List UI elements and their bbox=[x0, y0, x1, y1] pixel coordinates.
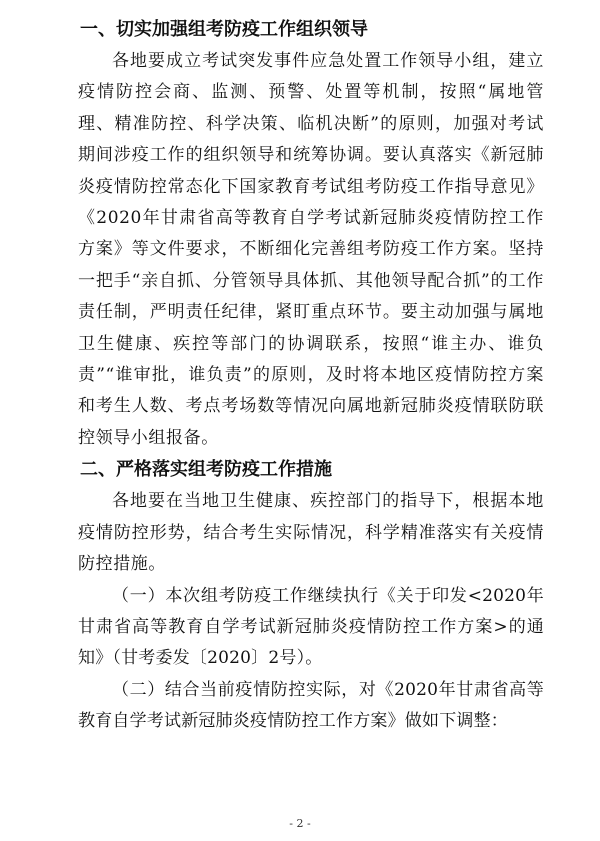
section-2-heading: 二、严格落实组考防疫工作措施 bbox=[80, 459, 332, 481]
section-2-item-1: （一）本次组考防疫工作继续执行《关于印发<2020年甘肃省高等教育自学考试新冠肺炎疫情防控工作方案>的通知》（甘考委发〔2020〕2号）。 bbox=[78, 585, 544, 669]
section-1-heading: 一、切实加强组考防疫工作组织领导 bbox=[80, 19, 368, 40]
section-2-item-2: （二）结合当前疫情防控实际，对《2020年甘肃省高等教育自学考试新冠肺炎疫情防控工作方案》做如下调整： bbox=[78, 679, 544, 732]
document-body bbox=[78, 14, 544, 738]
section-2-paragraph: 各地要在当地卫生健康、疾控部门的指导下，根据本地疫情防控形势，结合考生实际情况，科学精准落实有关疫情防控措施。 bbox=[78, 491, 544, 575]
page-number: - 2 - bbox=[289, 817, 311, 830]
section-1-paragraph: 各地要成立考试突发事件应急处置工作领导小组，建立疫情防控会商、监测、预警、处置等机制，按照“属地管理、精准防控、科学决策、临机决断”的原则，加强对考试期间涉疫工作的组织领导和统筹协调。要认真落实《新冠肺炎疫情防控常态化下国家教育考试组考防疫工作指导意见》《2020年甘肃省高等教育自学考试新冠肺炎疫情防控工作方案》等文件要求，不断细化完善组考防疫工作方案。坚持一把手“亲自抓、分管领导具体抓、其他领导配合抓”的工作责任制，严明责任纪律，紧盯重点环节。要主动加强与属地卫生健康、疾控等部门的协调联系，按照“谁主办、谁负责”“谁审批，谁负责”的原则，及时将本地区疫情防控方案和考生人数、考点考场数等情况向属地新冠肺炎疫情联防联控领导小组报备。 bbox=[78, 51, 544, 448]
